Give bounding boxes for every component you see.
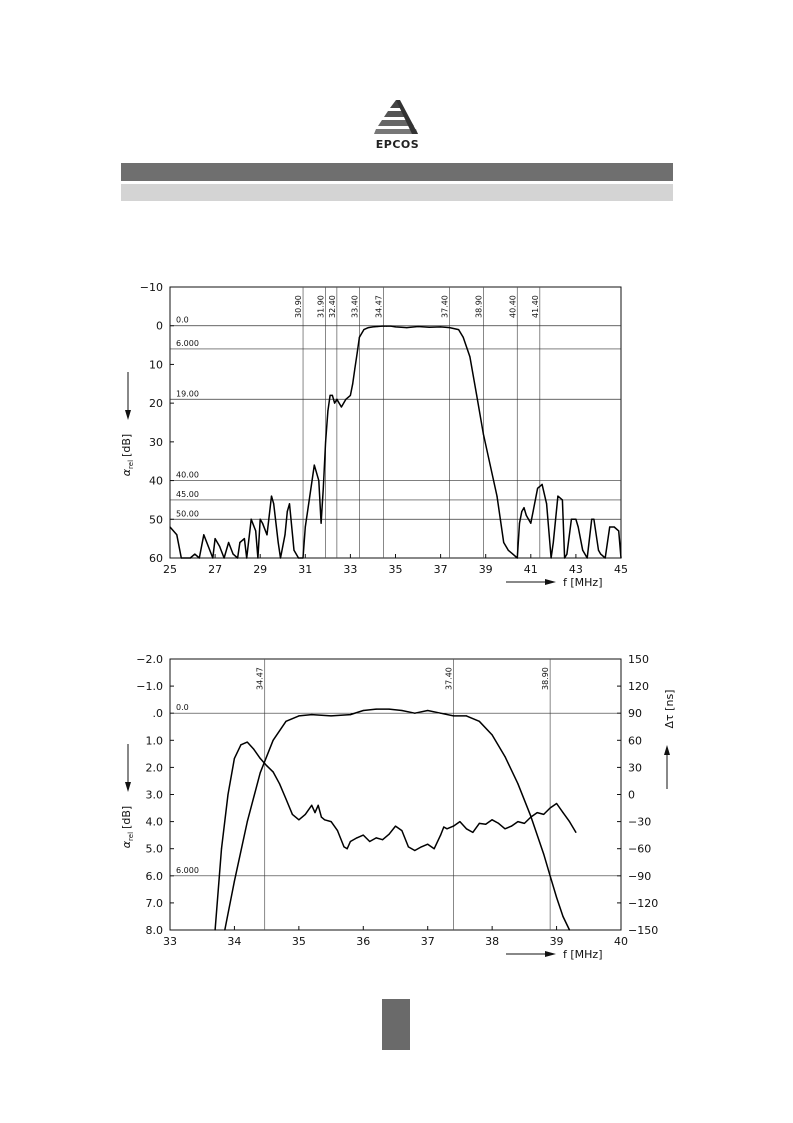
series-point (503, 542, 504, 543)
series-point (496, 496, 497, 497)
series-point (227, 794, 228, 795)
series-point (266, 765, 267, 766)
series-point (614, 526, 615, 527)
x-tick-label: 37 (433, 563, 448, 576)
series-point (314, 812, 315, 813)
x-tick-label: 34 (227, 935, 242, 948)
series-point (325, 441, 326, 442)
series-point (537, 812, 538, 813)
series-point (247, 742, 248, 743)
y-tick-label: .0 (152, 707, 163, 721)
series-point (618, 530, 619, 531)
x-tick-label: 37 (420, 935, 435, 948)
series-point (469, 356, 470, 357)
series-point (556, 803, 557, 804)
y-tick-label: 60 (149, 552, 163, 565)
series-point (169, 526, 170, 527)
series-point (253, 749, 254, 750)
series-point (350, 395, 351, 396)
series-point (359, 337, 360, 338)
series-point (234, 758, 235, 759)
series-point (221, 848, 222, 849)
series-point (336, 399, 337, 400)
series-point (273, 503, 274, 504)
logo-text: EPCOS (375, 138, 420, 151)
series-point (331, 715, 332, 716)
series-point (557, 496, 558, 497)
series-point (251, 519, 252, 520)
series-point (289, 503, 290, 504)
series-point (255, 530, 256, 531)
series-point (260, 758, 261, 759)
series-point (605, 557, 606, 558)
series-point (339, 403, 340, 404)
series-point (345, 399, 346, 400)
y2-axis-arrowhead (664, 745, 670, 755)
series-point (551, 557, 552, 558)
series-point (508, 550, 509, 551)
series-point (384, 326, 385, 327)
series-point (517, 821, 518, 822)
series-point (504, 828, 505, 829)
x-tick-label: 38 (485, 935, 500, 948)
series-point (453, 715, 454, 716)
series-point (519, 523, 520, 524)
vline-label: 37.40 (440, 295, 450, 318)
series-point (287, 511, 288, 512)
series-point (266, 534, 267, 535)
series-point (203, 534, 204, 535)
series-point (483, 434, 484, 435)
vline-label: 34.47 (255, 667, 265, 690)
series-point (298, 819, 299, 820)
series-point (363, 835, 364, 836)
series-point (401, 830, 402, 831)
series-point (566, 554, 567, 555)
series-point (257, 557, 258, 558)
series-point (337, 830, 338, 831)
x-tick-label: 33 (163, 935, 177, 948)
y2-tick-label: −150 (628, 924, 659, 937)
y-axis-label (120, 806, 135, 848)
series-point (341, 406, 342, 407)
series-point (524, 823, 525, 824)
series-point (543, 854, 544, 855)
series-point (390, 326, 391, 327)
series-point (324, 819, 325, 820)
series-point (459, 821, 460, 822)
vline-label: 40.40 (508, 295, 518, 318)
series-point (569, 929, 570, 930)
series-point (526, 515, 527, 516)
series-point (352, 383, 353, 384)
series-point (578, 526, 579, 527)
y-axis-label-unit: [dB] (120, 805, 133, 829)
series-point (587, 557, 588, 558)
series-point (377, 326, 378, 327)
series-point (292, 814, 293, 815)
y2-tick-label: 30 (628, 761, 642, 775)
x-axis-arrowhead (545, 579, 556, 585)
y-tick-label: 1.0 (145, 734, 163, 748)
y-tick-label: −2.0 (136, 653, 163, 666)
series-point (598, 550, 599, 551)
series-point (363, 329, 364, 330)
series-point (334, 403, 335, 404)
y-axis-label-symbol: α (120, 840, 133, 849)
series-point (449, 327, 450, 328)
y-axis-label-sub: rel (127, 459, 135, 469)
series-point (414, 713, 415, 714)
x-tick-label: 35 (291, 935, 306, 948)
y-tick-label: 20 (149, 397, 163, 411)
series-point (237, 557, 238, 558)
x-tick-label: 41 (523, 563, 538, 576)
series-point (350, 841, 351, 842)
series-point (564, 557, 565, 558)
series-point (517, 557, 518, 558)
series-point (244, 538, 245, 539)
series-point (575, 832, 576, 833)
group-delay-series-line (215, 742, 576, 930)
x-axis-label: f [MHz] (563, 948, 603, 961)
y-tick-label: −1.0 (136, 680, 163, 694)
series-point (389, 834, 390, 835)
series-point (298, 557, 299, 558)
series-point (530, 523, 531, 524)
series-point (546, 503, 547, 504)
vline-label: 37.40 (444, 667, 454, 690)
series-point (318, 480, 319, 481)
series-point (247, 821, 248, 822)
series-point (278, 542, 279, 543)
series-point (406, 327, 407, 328)
series-point (376, 709, 377, 710)
series-point (446, 828, 447, 829)
series-point (350, 714, 351, 715)
series-point (528, 519, 529, 520)
hline-label: 40.00 (176, 470, 199, 480)
series-point (401, 710, 402, 711)
series-point (356, 837, 357, 838)
x-tick-label: 40 (614, 935, 628, 948)
series-point (314, 465, 315, 466)
y-tick-label: 8.0 (145, 924, 163, 937)
series-point (239, 542, 240, 543)
y-tick-label: 0 (156, 319, 163, 333)
series-point (386, 326, 387, 327)
x-tick-label: 33 (343, 563, 358, 576)
x-tick-label: 39 (549, 935, 564, 948)
series-point (330, 395, 331, 396)
series-point (569, 821, 570, 822)
vline-label: 31.90 (316, 295, 326, 318)
y2-tick-label: −120 (628, 896, 659, 910)
series-point (600, 554, 601, 555)
series-point (512, 554, 513, 555)
plot-frame (170, 659, 621, 930)
series-point (591, 519, 592, 520)
series-point (550, 875, 551, 876)
series-point (215, 929, 216, 930)
series-point (458, 329, 459, 330)
y2-tick-label: 150 (628, 653, 649, 666)
series-point (504, 756, 505, 757)
y2-tick-label: −60 (628, 842, 652, 856)
series-point (369, 841, 370, 842)
series-point (543, 814, 544, 815)
series-point (280, 557, 281, 558)
series-point (429, 327, 430, 328)
series-point (408, 846, 409, 847)
series-point (293, 550, 294, 551)
series-point (479, 721, 480, 722)
series-point (492, 819, 493, 820)
y-axis-label-unit: [dB] (120, 433, 133, 457)
series-point (302, 557, 303, 558)
attenuation-chart (120, 281, 628, 589)
vline-label: 38.90 (541, 667, 551, 690)
series-point (240, 744, 241, 745)
series-point (343, 846, 344, 847)
series-point (279, 783, 280, 784)
series-point (521, 511, 522, 512)
series-point (368, 327, 369, 328)
series-point (463, 337, 464, 338)
y-axis-arrowhead (125, 782, 131, 792)
series-point (472, 832, 473, 833)
series-point (571, 519, 572, 520)
hline-label: 0.0 (176, 703, 189, 713)
vline-label: 38.90 (474, 295, 484, 318)
series-point (305, 526, 306, 527)
attenuation-series-line (170, 326, 621, 558)
series-point (332, 395, 333, 396)
series-point (323, 488, 324, 489)
series-point (376, 837, 377, 838)
x-tick-label: 25 (163, 563, 177, 576)
series-point (498, 823, 499, 824)
x-tick-label: 29 (253, 563, 268, 576)
series-point (311, 805, 312, 806)
x-tick-label: 43 (568, 563, 583, 576)
y-tick-label: 40 (149, 474, 163, 488)
series-point (609, 526, 610, 527)
hline-label: 6.000 (176, 865, 199, 875)
series-point (395, 826, 396, 827)
y-tick-label: 10 (149, 358, 163, 372)
series-point (427, 844, 428, 845)
series-point (492, 734, 493, 735)
series-point (476, 395, 477, 396)
hline-label: 6.000 (176, 338, 199, 348)
series-point (517, 783, 518, 784)
passband-delay-chart (120, 653, 676, 961)
series-point (562, 916, 563, 917)
series-point (260, 772, 261, 773)
series-point (331, 821, 332, 822)
y2-axis-label: Δτ [ns] (663, 689, 676, 729)
series-point (260, 519, 261, 520)
series-point (523, 507, 524, 508)
series-point (582, 550, 583, 551)
x-tick-label: 27 (208, 563, 223, 576)
series-point (224, 557, 225, 558)
series-point (298, 715, 299, 716)
series-point (219, 546, 220, 547)
vline-label: 32.40 (327, 295, 337, 318)
series-point (620, 557, 621, 558)
series-point (363, 710, 364, 711)
x-tick-label: 39 (478, 563, 493, 576)
series-point (285, 798, 286, 799)
page-marker (382, 999, 410, 1050)
y-tick-label: 6.0 (145, 869, 163, 883)
series-point (562, 812, 563, 813)
series-point (190, 557, 191, 558)
series-point (421, 846, 422, 847)
y-tick-label: 4.0 (145, 815, 163, 829)
series-point (434, 848, 435, 849)
series-point (562, 499, 563, 500)
series-point (395, 326, 396, 327)
y-axis-label (120, 434, 135, 476)
series-point (309, 496, 310, 497)
series-point (181, 557, 182, 558)
series-point (357, 352, 358, 353)
series-point (382, 839, 383, 840)
series-point (537, 488, 538, 489)
y2-tick-label: 90 (628, 707, 642, 721)
series-point (273, 771, 274, 772)
series-point (273, 740, 274, 741)
series-point (427, 710, 428, 711)
series-point (479, 823, 480, 824)
series-point (347, 848, 348, 849)
series-point (553, 542, 554, 543)
series-point (318, 805, 319, 806)
series-point (389, 709, 390, 710)
series-point (418, 326, 419, 327)
series-point (485, 824, 486, 825)
series-point (234, 881, 235, 882)
series-point (542, 484, 543, 485)
series-point (466, 828, 467, 829)
y-tick-label: 3.0 (145, 788, 163, 802)
series-point (575, 519, 576, 520)
series-point (530, 817, 531, 818)
series-point (511, 826, 512, 827)
series-point (550, 807, 551, 808)
series-point (176, 534, 177, 535)
series-point (194, 554, 195, 555)
series-point (305, 814, 306, 815)
series-point (199, 557, 200, 558)
series-point (440, 713, 441, 714)
y-axis-label-symbol: α (120, 468, 133, 477)
y-axis-arrowhead (125, 410, 131, 420)
hline-label: 19.00 (176, 389, 199, 399)
y-tick-label: 5.0 (145, 842, 163, 856)
series-point (321, 817, 322, 818)
series-point (215, 538, 216, 539)
series-point (354, 368, 355, 369)
series-point (327, 410, 328, 411)
series-point (453, 826, 454, 827)
series-point (284, 534, 285, 535)
series-point (285, 721, 286, 722)
x-tick-label: 31 (298, 563, 313, 576)
hline-label: 50.00 (176, 509, 199, 519)
series-point (443, 826, 444, 827)
series-point (224, 929, 225, 930)
x-axis-arrowhead (545, 951, 556, 957)
attenuation-series-line (225, 709, 570, 930)
series-point (414, 850, 415, 851)
y-tick-label: −10 (139, 281, 163, 294)
vline-label: 30.90 (294, 295, 304, 318)
y2-tick-label: 0 (628, 788, 635, 802)
x-axis-label: f [MHz] (563, 576, 603, 589)
series-point (556, 897, 557, 898)
vline-label: 41.40 (530, 295, 540, 318)
series-point (466, 715, 467, 716)
series-point (381, 326, 382, 327)
series-point (372, 326, 373, 327)
series-point (212, 557, 213, 558)
series-point (246, 557, 247, 558)
series-point (228, 542, 229, 543)
series-point (311, 714, 312, 715)
x-tick-label: 45 (614, 563, 628, 576)
series-point (208, 546, 209, 547)
hline-label: 0.0 (176, 315, 189, 325)
hline-label: 45.00 (176, 489, 199, 499)
vline-label: 33.40 (350, 295, 360, 318)
series-point (321, 523, 322, 524)
y-tick-label: 30 (149, 435, 163, 449)
series-point (533, 511, 534, 512)
y-tick-label: 50 (149, 513, 163, 527)
series-point (440, 326, 441, 327)
y-tick-label: 2.0 (145, 761, 163, 775)
series-point (593, 519, 594, 520)
y2-tick-label: 120 (628, 680, 649, 694)
y2-tick-label: −30 (628, 815, 652, 829)
series-point (440, 835, 441, 836)
series-point (490, 465, 491, 466)
y-axis-label-sub: rel (127, 831, 135, 841)
vline-label: 34.47 (374, 295, 384, 318)
y2-tick-label: −90 (628, 869, 652, 883)
series-point (271, 496, 272, 497)
y2-tick-label: 60 (628, 734, 642, 748)
x-tick-label: 36 (356, 935, 371, 948)
x-tick-label: 35 (388, 563, 403, 576)
series-point (262, 523, 263, 524)
y-tick-label: 7.0 (145, 896, 163, 910)
series-point (233, 554, 234, 555)
